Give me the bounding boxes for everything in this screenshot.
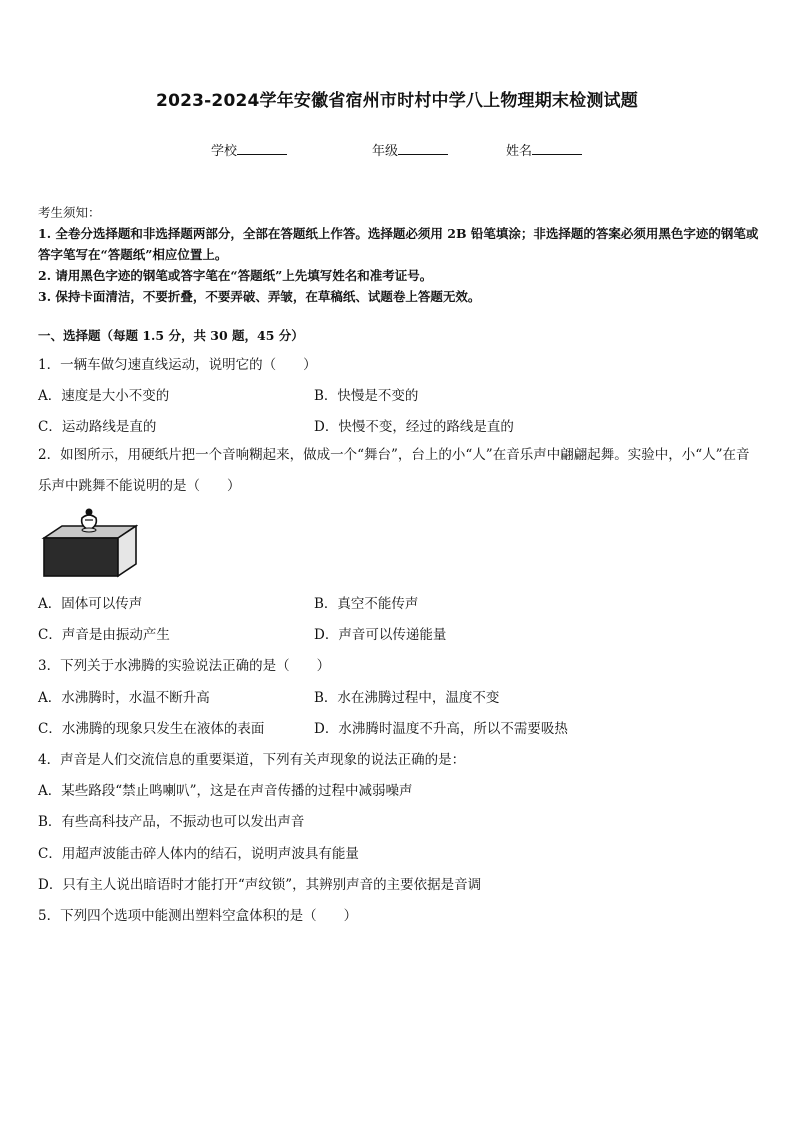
question-2-option-c: C．声音是由振动产生 — [38, 627, 170, 643]
grade-label: 年级 — [372, 144, 399, 159]
school-field — [211, 140, 287, 159]
question-4-option-d: D．只有主人说出暗语时才能打开“声纹锁”，其辨别声音的主要依据是音调 — [38, 877, 482, 893]
question-5-stem: 5．下列四个选项中能测出塑料空盒体积的是（ ） — [38, 908, 358, 924]
question-3-stem: 3．下列关于水沸腾的实验说法正确的是（ ） — [38, 658, 331, 674]
question-3-option-d: D．水沸腾时温度不升高，所以不需要吸热 — [314, 721, 568, 737]
name-field — [506, 140, 582, 159]
speaker-stage-figure — [40, 506, 138, 582]
notice-heading: 考生须知： — [38, 205, 101, 220]
exam-notice — [38, 202, 760, 307]
page-title: 2023-2024学年安徽省宿州市时村中学八上物理期末检测试题 — [156, 91, 638, 111]
notice-item: 3. 保持卡面清洁，不要折叠，不要弄破、弄皱，在草稿纸、试题卷上答题无效。 — [38, 289, 481, 304]
question-1-option-d: D．快慢不变，经过的路线是直的 — [314, 419, 514, 435]
question-3-option-b: B．水在沸腾过程中，温度不变 — [314, 690, 500, 706]
section-heading: 一、选择题（每题 1.5 分，共 30 题，45 分） — [38, 328, 304, 343]
grade-field — [372, 140, 448, 159]
question-2-option-b: B．真空不能传声 — [314, 596, 419, 612]
name-label: 姓名 — [506, 144, 533, 159]
question-1-option-b: B．快慢是不变的 — [314, 388, 419, 404]
question-4-option-a: A．某些路段“禁止鸣喇叭”，这是在声音传播的过程中减弱噪声 — [38, 783, 413, 799]
question-4-stem: 4．声音是人们交流信息的重要渠道，下列有关声现象的说法正确的是： — [38, 752, 466, 768]
question-4-option-b: B．有些高科技产品，不振动也可以发出声音 — [38, 814, 305, 830]
school-blank — [237, 142, 287, 155]
question-1-option-c: C．运动路线是直的 — [38, 419, 157, 435]
question-2-option-a: A．固体可以传声 — [38, 596, 143, 612]
question-1-option-a: A．速度是大小不变的 — [38, 388, 170, 404]
name-blank — [532, 142, 582, 155]
question-3-option-a: A．水沸腾时，水温不断升高 — [38, 690, 210, 706]
question-2-option-d: D．声音可以传递能量 — [314, 627, 447, 643]
school-label: 学校 — [211, 144, 238, 159]
notice-item: 2. 请用黑色字迹的钢笔或答字笔在“答题纸”上先填写姓名和准考证号。 — [38, 268, 433, 283]
question-1-stem: 1．一辆车做匀速直线运动，说明它的（ ） — [38, 357, 317, 373]
grade-blank — [398, 142, 448, 155]
question-3-option-c: C．水沸腾的现象只发生在液体的表面 — [38, 721, 265, 737]
question-2-stem: 2．如图所示，用硬纸片把一个音响糊起来，做成一个“舞台”，台上的小“人”在音乐声中翩翩起舞。实验中，小“人”在音乐声中跳舞不能说明的是（ ） — [38, 447, 750, 494]
notice-item: 1. 全卷分选择题和非选择题两部分，全部在答题纸上作答。选择题必须用 2B 铅笔填涂；非选择题的答案必须用黑色字迹的钢笔或答字笔写在“答题纸”相应位置上。 — [38, 226, 759, 262]
question-4-option-c: C．用超声波能击碎人体内的结石，说明声波具有能量 — [38, 846, 359, 862]
